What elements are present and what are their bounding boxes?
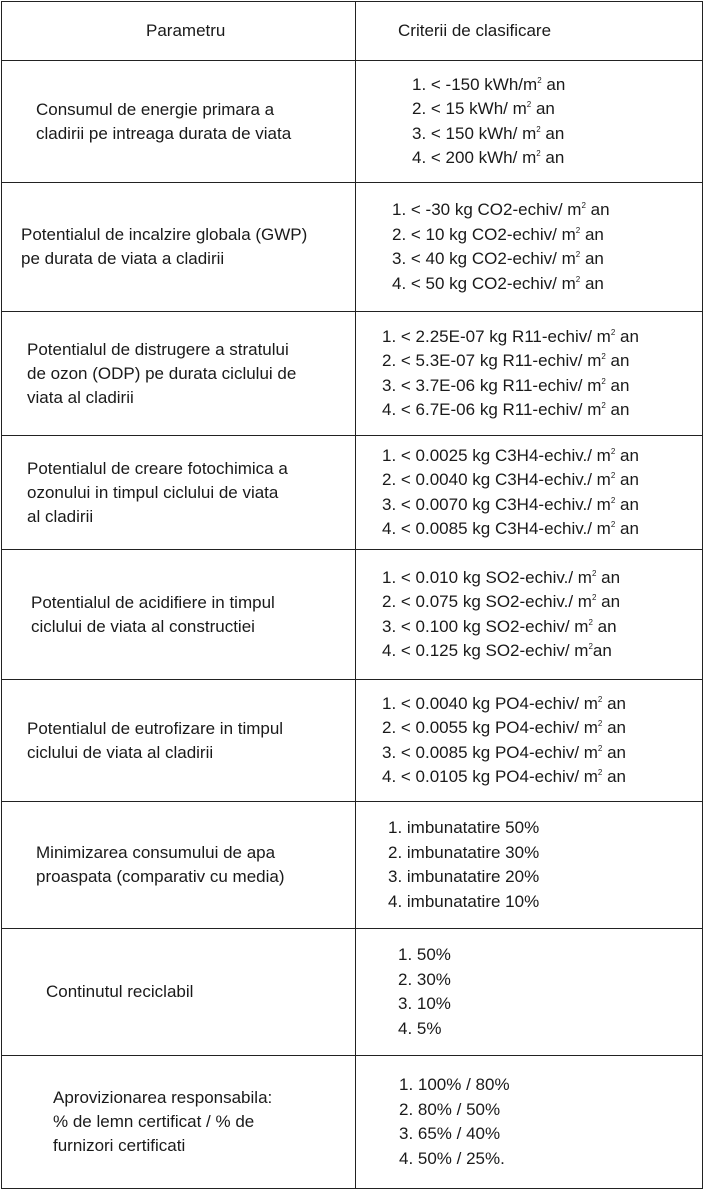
criteria-list bbox=[388, 816, 702, 914]
criteria-item bbox=[382, 692, 702, 717]
parameter-cell bbox=[2, 1056, 356, 1189]
criteria-text: 4. < 6.7E-06 kg R11-echiv/ m bbox=[382, 400, 602, 419]
unit-suffix: an bbox=[615, 445, 639, 465]
criteria-list bbox=[398, 943, 702, 1041]
criteria-list bbox=[382, 444, 702, 542]
table-header-row bbox=[2, 2, 703, 61]
criteria-text: 1. < 0.0025 kg C3H4-echiv./ m bbox=[382, 445, 611, 465]
parameter-cell bbox=[2, 436, 356, 550]
unit-exponent: 2 bbox=[581, 201, 586, 210]
table-row bbox=[2, 929, 703, 1056]
unit-exponent: 2 bbox=[601, 401, 606, 410]
criteria-cell bbox=[356, 61, 703, 183]
parameter-line: Potentialul de eutrofizare in timpul bbox=[27, 718, 284, 738]
criteria-text: 2. < 10 kg CO2-echiv/ m bbox=[392, 224, 576, 244]
criteria-item bbox=[392, 247, 702, 272]
parameter-line: proaspata (comparativ cu media) bbox=[36, 867, 285, 886]
unit-suffix: an bbox=[585, 200, 610, 219]
criteria-text: 4. < 200 kWh/ m bbox=[412, 148, 537, 167]
criteria-text: 2. < 5.3E-07 kg R11-echiv/ m bbox=[382, 351, 602, 370]
parameter-cell bbox=[2, 929, 356, 1056]
criteria-list bbox=[382, 325, 702, 423]
unit-suffix: an bbox=[602, 718, 627, 737]
parameter-cell bbox=[2, 312, 356, 436]
criteria-text: 3. < 0.0070 kg C3H4-echiv./ m bbox=[382, 494, 611, 514]
criteria-text: 1. imbunatatire 50% bbox=[388, 818, 540, 837]
criteria-cell bbox=[356, 550, 703, 680]
criteria-text: 4. < 0.0105 kg PO4-echiv/ m bbox=[382, 767, 598, 786]
table-row bbox=[2, 61, 703, 183]
criteria-text: 4. < 0.0085 kg C3H4-echiv./ m bbox=[382, 519, 611, 538]
criteria-text: 3. < 3.7E-06 kg R11-echiv/ m bbox=[382, 375, 602, 395]
parameter-line: de ozon (ODP) pe durata ciclului de bbox=[27, 363, 297, 383]
unit-suffix: an bbox=[615, 494, 639, 514]
unit-suffix: an bbox=[580, 249, 604, 268]
criteria-item bbox=[382, 639, 702, 664]
criteria-item bbox=[382, 398, 702, 423]
table-row bbox=[2, 550, 703, 680]
criteria-item bbox=[412, 97, 702, 122]
parameter-line: Potentialul de acidifiere in timpul bbox=[31, 592, 275, 612]
unit-exponent: 2 bbox=[597, 743, 603, 753]
unit-exponent: 2 bbox=[536, 124, 541, 134]
criteria-item bbox=[412, 122, 702, 147]
criteria-item bbox=[388, 841, 702, 866]
unit-suffix: an bbox=[540, 123, 565, 143]
criteria-list bbox=[382, 566, 702, 664]
unit-exponent: 2 bbox=[610, 446, 616, 456]
parameter-line: % de lemn certificat / % de bbox=[53, 1112, 255, 1131]
criteria-item bbox=[399, 1147, 702, 1172]
unit-suffix: an bbox=[615, 519, 639, 538]
unit-exponent: 2 bbox=[588, 617, 593, 627]
table-row bbox=[2, 680, 703, 802]
table-row bbox=[2, 802, 703, 929]
unit-suffix: an bbox=[596, 592, 621, 611]
criteria-item bbox=[398, 1017, 702, 1042]
parameter-line: Consumul de energie primara a bbox=[36, 99, 275, 119]
unit-exponent: 2 bbox=[526, 100, 532, 109]
header-parametru: Parametru bbox=[2, 2, 356, 61]
criteria-text: 1. 50% bbox=[398, 945, 451, 964]
criteria-item bbox=[382, 741, 702, 766]
criteria-text: 1. < 0.010 kg SO2-echiv./ m bbox=[382, 567, 592, 587]
criteria-text: 1. 100% / 80% bbox=[399, 1075, 510, 1094]
criteria-text: 3. < 0.0085 kg PO4-echiv/ m bbox=[382, 742, 598, 762]
unit-exponent: 2 bbox=[610, 471, 616, 480]
parameter-line: Potentialul de creare fotochimica a bbox=[27, 458, 288, 478]
parameter-line: Aprovizionarea responsabila: bbox=[53, 1088, 273, 1107]
unit-suffix: an bbox=[615, 326, 639, 346]
criteria-item bbox=[392, 223, 702, 248]
unit-exponent: 2 bbox=[610, 520, 616, 529]
criteria-item bbox=[382, 325, 702, 350]
criteria-item bbox=[398, 992, 702, 1017]
parameter-cell bbox=[2, 183, 356, 312]
unit-suffix: an bbox=[541, 74, 566, 94]
criteria-text: 2. 80% / 50% bbox=[399, 1099, 501, 1119]
unit-exponent: 2 bbox=[591, 568, 597, 578]
criteria-item bbox=[382, 765, 702, 790]
unit-exponent: 2 bbox=[601, 352, 606, 361]
unit-suffix: an bbox=[531, 99, 555, 118]
criteria-text: 2. < 0.0040 kg C3H4-echiv./ m bbox=[382, 470, 611, 489]
criteria-cell bbox=[356, 929, 703, 1056]
criteria-item bbox=[382, 444, 702, 469]
criteria-text: 1. < 2.25E-07 kg R11-echiv/ m bbox=[382, 326, 611, 346]
table-body bbox=[2, 61, 703, 1189]
criteria-item bbox=[382, 349, 702, 374]
table-row bbox=[2, 312, 703, 436]
criteria-text: 2. < 0.0055 kg PO4-echiv/ m bbox=[382, 718, 598, 737]
criteria-text: 2. < 0.075 kg SO2-echiv./ m bbox=[382, 592, 592, 611]
criteria-item bbox=[388, 865, 702, 890]
criteria-list bbox=[412, 73, 702, 171]
criteria-item bbox=[382, 517, 702, 542]
criteria-list bbox=[399, 1073, 702, 1171]
criteria-text: 2. < 15 kWh/ m bbox=[412, 99, 527, 118]
criteria-item bbox=[382, 590, 702, 615]
criteria-text: 3. imbunatatire 20% bbox=[388, 867, 540, 886]
parameter-line: Continutul reciclabil bbox=[46, 982, 194, 1001]
criteria-cell bbox=[356, 1056, 703, 1189]
unit-exponent: 2 bbox=[575, 274, 581, 284]
parameter-line: al cladirii bbox=[27, 506, 94, 526]
header-criterii: Criterii de clasificare bbox=[356, 2, 703, 61]
unit-suffix: an bbox=[605, 400, 630, 419]
criteria-item bbox=[382, 493, 702, 518]
parameter-line: cladirii pe intreaga durata de viata bbox=[36, 123, 292, 143]
parameter-line: ozonului in timpul ciclului de viata bbox=[27, 482, 279, 502]
criteria-text: 3. < 0.100 kg SO2-echiv/ m bbox=[382, 616, 589, 636]
criteria-text: 2. imbunatatire 30% bbox=[388, 842, 540, 862]
criteria-cell bbox=[356, 312, 703, 436]
unit-exponent: 2 bbox=[575, 225, 581, 235]
criteria-item bbox=[399, 1098, 702, 1123]
unit-exponent: 2 bbox=[601, 376, 606, 386]
unit-suffix: an bbox=[540, 148, 565, 167]
criteria-text: 1. < -30 kg CO2-echiv/ m bbox=[392, 200, 582, 219]
unit-exponent: 2 bbox=[537, 75, 542, 85]
unit-suffix: an bbox=[605, 351, 630, 370]
criteria-item bbox=[412, 146, 702, 171]
unit-suffix: an bbox=[592, 641, 612, 660]
criteria-item bbox=[399, 1073, 702, 1098]
criteria-item bbox=[382, 374, 702, 399]
unit-suffix: an bbox=[602, 767, 627, 786]
parameter-line: ciclului de viata al cladirii bbox=[27, 742, 214, 762]
criteria-cell bbox=[356, 436, 703, 550]
criteria-text: 4. < 50 kg CO2-echiv/ m bbox=[392, 273, 576, 293]
unit-exponent: 2 bbox=[610, 495, 616, 505]
unit-exponent: 2 bbox=[597, 694, 603, 704]
criteria-item bbox=[399, 1122, 702, 1147]
parameter-line: pe durata de viata a cladirii bbox=[21, 249, 225, 268]
parameter-line: Minimizarea consumului de apa bbox=[36, 843, 276, 862]
parameter-cell bbox=[2, 61, 356, 183]
parameter-line: furnizori certificati bbox=[53, 1136, 186, 1155]
criteria-item bbox=[398, 968, 702, 993]
criteria-text: 3. < 40 kg CO2-echiv/ m bbox=[392, 249, 576, 268]
criteria-item bbox=[388, 890, 702, 915]
unit-suffix: an bbox=[615, 470, 639, 489]
unit-suffix: an bbox=[596, 567, 621, 587]
parameter-line: Potentialul de distrugere a stratului bbox=[27, 339, 289, 359]
criteria-cell bbox=[356, 802, 703, 929]
parameter-cell bbox=[2, 550, 356, 680]
unit-exponent: 2 bbox=[536, 149, 541, 158]
criteria-list bbox=[382, 692, 702, 790]
parameter-line: Potentialul de incalzire globala (GWP) bbox=[21, 225, 308, 244]
criteria-item bbox=[392, 272, 702, 297]
criteria-cell bbox=[356, 183, 703, 312]
unit-suffix: an bbox=[580, 224, 604, 244]
unit-suffix: an bbox=[602, 693, 627, 713]
unit-suffix: an bbox=[602, 742, 627, 762]
criteria-text: 4. imbunatatire 10% bbox=[388, 891, 540, 911]
criteria-item bbox=[392, 198, 702, 223]
unit-exponent: 2 bbox=[588, 642, 593, 651]
criteria-item bbox=[388, 816, 702, 841]
unit-exponent: 2 bbox=[610, 327, 616, 337]
criteria-text: 3. 65% / 40% bbox=[399, 1124, 501, 1143]
criteria-text: 3. < 150 kWh/ m bbox=[412, 123, 537, 143]
unit-exponent: 2 bbox=[575, 250, 581, 259]
criteria-text: 2. 30% bbox=[398, 969, 451, 989]
criteria-item bbox=[398, 943, 702, 968]
parameter-line: viata al cladirii bbox=[27, 387, 134, 407]
parameter-line: ciclului de viata al constructiei bbox=[31, 616, 255, 636]
criteria-text: 4. 50% / 25%. bbox=[399, 1148, 505, 1168]
table-row bbox=[2, 1056, 703, 1189]
criteria-cell bbox=[356, 680, 703, 802]
criteria-item bbox=[382, 566, 702, 591]
unit-suffix: an bbox=[580, 273, 604, 293]
classification-table bbox=[1, 1, 703, 1189]
criteria-item bbox=[382, 716, 702, 741]
unit-exponent: 2 bbox=[597, 768, 603, 777]
criteria-item bbox=[382, 468, 702, 493]
criteria-item bbox=[382, 615, 702, 640]
parameter-cell bbox=[2, 802, 356, 929]
criteria-text: 3. 10% bbox=[398, 994, 451, 1013]
criteria-item bbox=[412, 73, 702, 98]
criteria-text: 4. 5% bbox=[398, 1018, 442, 1038]
table-row bbox=[2, 436, 703, 550]
unit-exponent: 2 bbox=[591, 593, 597, 602]
criteria-text: 4. < 0.125 kg SO2-echiv/ m bbox=[382, 641, 589, 660]
table-row bbox=[2, 183, 703, 312]
criteria-list bbox=[392, 198, 702, 296]
unit-suffix: an bbox=[605, 375, 630, 395]
criteria-text: 1. < -150 kWh/m bbox=[412, 74, 538, 94]
criteria-text: 1. < 0.0040 kg PO4-echiv/ m bbox=[382, 693, 598, 713]
unit-exponent: 2 bbox=[597, 719, 603, 728]
unit-suffix: an bbox=[592, 616, 617, 636]
parameter-cell bbox=[2, 680, 356, 802]
